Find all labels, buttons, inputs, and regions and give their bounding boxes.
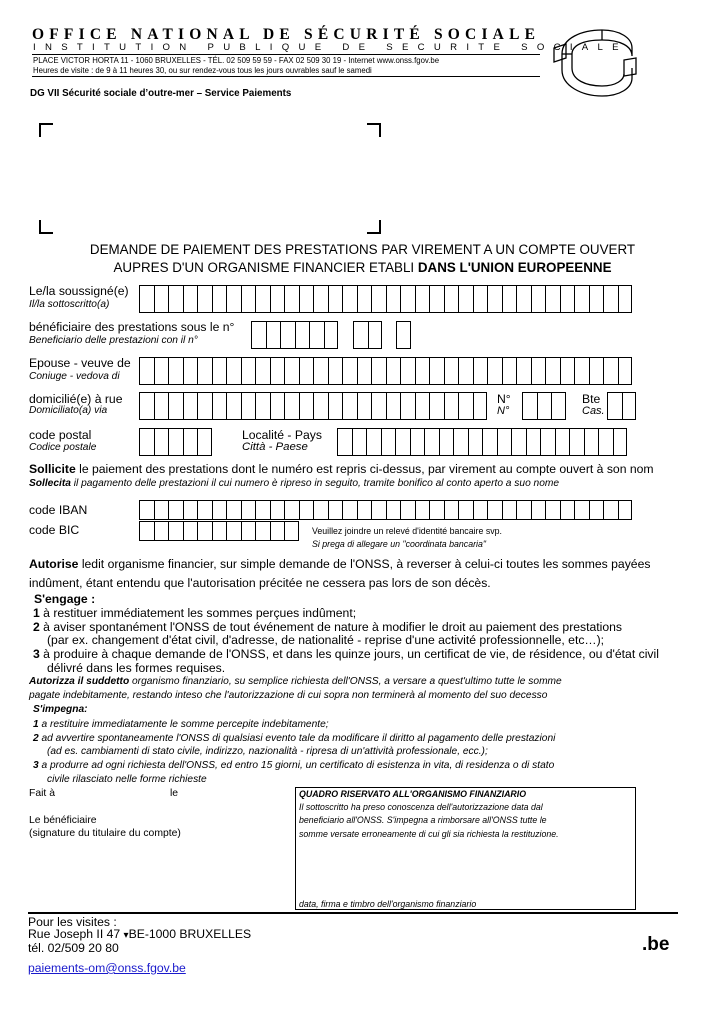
beneficiary-number-input[interactable]: [251, 321, 338, 349]
char-box[interactable]: [395, 428, 410, 456]
char-box[interactable]: [139, 392, 154, 420]
financial-box-text: somme versate erroneamente di cui gli sia richiesta la restituzione.: [299, 829, 559, 839]
form-title-line1: DEMANDE DE PAIEMENT DES PRESTATIONS PAR VIREMENT A UN COMPTE OUVERT: [89, 242, 636, 257]
char-box[interactable]: [458, 500, 473, 520]
engage-fr-item-cont: (par ex. changement d'état civil, d'adresse, de nationalité - reprise d'une activité professionnelle, etc…);: [47, 633, 605, 647]
char-box[interactable]: [226, 521, 241, 541]
char-box[interactable]: [424, 428, 439, 456]
request-it: Sollecita il pagamento delle prestazioni il cui numero è ripreso in seguito, tramite bonifico al conto aperto a suo nome: [29, 478, 560, 489]
char-box[interactable]: [618, 357, 633, 385]
char-box[interactable]: [313, 392, 328, 420]
char-box[interactable]: [410, 428, 425, 456]
char-box[interactable]: [371, 500, 386, 520]
char-box[interactable]: [502, 285, 517, 313]
header-rule: [32, 54, 540, 55]
char-box[interactable]: [328, 392, 343, 420]
char-box[interactable]: [197, 428, 212, 456]
char-box[interactable]: [270, 357, 285, 385]
footer-email-link[interactable]: paiements-om@onss.fgov.be: [28, 961, 186, 975]
char-box[interactable]: [574, 500, 589, 520]
engage-it-heading: S'impegna:: [33, 704, 88, 715]
char-box[interactable]: [255, 392, 270, 420]
char-box[interactable]: [255, 521, 270, 541]
char-box[interactable]: [183, 428, 198, 456]
char-box[interactable]: [352, 428, 367, 456]
char-box[interactable]: [357, 500, 372, 520]
holder-signature-label: (signature du titulaire du compte): [29, 828, 181, 839]
number-label-it: N°: [497, 405, 510, 417]
be-logo: .be: [642, 934, 670, 955]
address-window-corner: [39, 123, 53, 137]
char-box[interactable]: [266, 321, 281, 349]
iban-label: code IBAN: [29, 503, 88, 517]
separator-icon: ▾: [123, 930, 129, 941]
char-box[interactable]: [589, 357, 604, 385]
char-box[interactable]: [139, 428, 154, 456]
char-box[interactable]: [589, 285, 604, 313]
char-box[interactable]: [284, 500, 299, 520]
char-box[interactable]: [168, 500, 183, 520]
footer-address: Rue Joseph II 47 ▾BE-1000 BRUXELLES: [28, 927, 252, 941]
char-box[interactable]: [622, 392, 637, 420]
char-box[interactable]: [482, 428, 497, 456]
char-box[interactable]: [603, 500, 618, 520]
char-box[interactable]: [270, 285, 285, 313]
char-box[interactable]: [241, 357, 256, 385]
char-box[interactable]: [429, 500, 444, 520]
char-box[interactable]: [545, 357, 560, 385]
undersigned-label-it: Il/la sottoscritto(a): [29, 299, 110, 310]
char-box[interactable]: [603, 285, 618, 313]
financial-box-title: QUADRO RISERVATO ALL'ORGANISMO FINANZIARIO: [299, 789, 527, 799]
char-box[interactable]: [280, 321, 295, 349]
char-box[interactable]: [270, 521, 285, 541]
char-box[interactable]: [299, 500, 314, 520]
char-box[interactable]: [613, 428, 628, 456]
char-box[interactable]: [212, 285, 227, 313]
char-box[interactable]: [212, 357, 227, 385]
char-box[interactable]: [368, 321, 383, 349]
char-box[interactable]: [342, 500, 357, 520]
char-box[interactable]: [560, 285, 575, 313]
char-box[interactable]: [197, 285, 212, 313]
spouse-label-it: Coniuge - vedova di: [29, 371, 120, 382]
engage-fr-item: 3 à produire à chaque demande de l'ONSS, et dans les quinze jours, un certificat de vie, de résidence, ou d'état civil: [33, 647, 659, 661]
char-box[interactable]: [299, 357, 314, 385]
postal-code-input[interactable]: [139, 428, 212, 456]
header-rule-bottom: [32, 76, 540, 77]
char-box[interactable]: [487, 500, 502, 520]
char-box[interactable]: [371, 285, 386, 313]
done-at-label: Fait à: [29, 788, 55, 799]
char-box[interactable]: [309, 321, 324, 349]
financial-box-text: beneficiario all'ONSS. S'impegna a rimborsare all'ONSS tutte le: [299, 815, 547, 825]
char-box[interactable]: [429, 357, 444, 385]
char-box[interactable]: [400, 357, 415, 385]
char-box[interactable]: [241, 500, 256, 520]
char-box[interactable]: [168, 357, 183, 385]
char-box[interactable]: [168, 428, 183, 456]
engage-it-item-cont: (ad es. cambiamenti di stato civile, indirizzo, nazionalità - ripresa di un'attività professionale, ecc.);: [47, 746, 488, 757]
char-box[interactable]: [139, 500, 154, 520]
char-box[interactable]: [444, 500, 459, 520]
char-box[interactable]: [212, 392, 227, 420]
char-box[interactable]: [328, 357, 343, 385]
address-window-corner: [367, 123, 381, 137]
char-box[interactable]: [366, 428, 381, 456]
char-box[interactable]: [429, 285, 444, 313]
footer-phone: tél. 02/509 20 80: [28, 941, 119, 955]
domicile-label-it: Domiciliato(a) via: [29, 405, 108, 416]
bic-label: code BIC: [29, 523, 80, 537]
char-box[interactable]: [342, 285, 357, 313]
bank-note-fr: Veuillez joindre un relevé d'identité bancaire svp.: [312, 526, 502, 536]
char-box[interactable]: [400, 392, 415, 420]
char-box[interactable]: [284, 521, 299, 541]
char-box[interactable]: [299, 392, 314, 420]
char-box[interactable]: [526, 428, 541, 456]
char-box[interactable]: [197, 392, 212, 420]
header-hours: Heures de visite : de 9 à 11 heures 30, ou sur rendez-vous tous les jours ouvrables sauf le samedi: [33, 66, 372, 75]
char-box[interactable]: [255, 357, 270, 385]
char-box[interactable]: [284, 285, 299, 313]
char-box[interactable]: [197, 500, 212, 520]
char-box[interactable]: [371, 357, 386, 385]
char-box[interactable]: [400, 285, 415, 313]
char-box[interactable]: [607, 392, 622, 420]
char-box[interactable]: [618, 500, 633, 520]
engage-it-item: 2 ad avvertire spontaneamente l'ONSS di qualsiasi evento tale da modificare il diritto al pagamento delle prestazioni: [33, 733, 556, 744]
char-box[interactable]: [353, 321, 368, 349]
beneficiary-label-it: Beneficiario delle prestazioni con il n°: [29, 335, 198, 346]
box-label: Bte: [582, 392, 601, 406]
char-box[interactable]: [415, 285, 430, 313]
char-box[interactable]: [357, 357, 372, 385]
char-box[interactable]: [545, 285, 560, 313]
char-box[interactable]: [531, 357, 546, 385]
char-box[interactable]: [386, 285, 401, 313]
house-number-input[interactable]: [522, 392, 566, 420]
char-box[interactable]: [357, 285, 372, 313]
char-box[interactable]: [497, 428, 512, 456]
undersigned-input[interactable]: [139, 285, 632, 313]
char-box[interactable]: [400, 500, 415, 520]
engage-it-item-cont: civile rilasciato nelle forme richieste: [47, 774, 207, 785]
onss-logo-icon: [552, 24, 638, 100]
char-box[interactable]: [183, 500, 198, 520]
footer-visits: Pour les visites :: [28, 915, 117, 929]
char-box[interactable]: [154, 428, 169, 456]
char-box[interactable]: [197, 521, 212, 541]
char-box[interactable]: [444, 285, 459, 313]
char-box[interactable]: [183, 285, 198, 313]
char-box[interactable]: [531, 500, 546, 520]
char-box[interactable]: [357, 392, 372, 420]
header-subtitle: INSTITUTION PUBLIQUE DE SECURITE SOCIALE: [33, 42, 628, 53]
char-box[interactable]: [537, 392, 552, 420]
char-box[interactable]: [516, 500, 531, 520]
char-box[interactable]: [415, 500, 430, 520]
char-box[interactable]: [473, 500, 488, 520]
char-box[interactable]: [458, 357, 473, 385]
spouse-label: Epouse - veuve de: [29, 356, 131, 370]
financial-box-text: Il sottoscritto ha preso conoscenza dell'autorizzazione data dal: [299, 802, 543, 812]
footer-rule: [28, 912, 678, 914]
beneficiary-label: bénéficiaire des prestations sous le n°: [29, 320, 235, 334]
char-box[interactable]: [473, 392, 488, 420]
char-box[interactable]: [487, 285, 502, 313]
char-box[interactable]: [458, 392, 473, 420]
char-box[interactable]: [226, 392, 241, 420]
char-box[interactable]: [386, 500, 401, 520]
beneficiary-signature-label: Le bénéficiaire: [29, 815, 97, 826]
authorize-it-line2: pagate indebitamente, restando inteso che l'autorizzazione di cui sopra non terminerà al momento del suo decesso: [29, 690, 548, 701]
financial-box-footer: data, firma e timbro dell'organismo finanziario: [299, 899, 477, 909]
bic-input[interactable]: [139, 521, 299, 541]
char-box[interactable]: [444, 357, 459, 385]
char-box[interactable]: [212, 521, 227, 541]
postal-code-label-it: Codice postale: [29, 442, 97, 453]
char-box[interactable]: [516, 285, 531, 313]
locality-label-it: Città - Paese: [242, 441, 308, 453]
char-box[interactable]: [381, 428, 396, 456]
postal-code-label: code postal: [29, 428, 92, 442]
char-box[interactable]: [516, 357, 531, 385]
char-box[interactable]: [255, 285, 270, 313]
char-box[interactable]: [502, 500, 517, 520]
char-box[interactable]: [551, 392, 566, 420]
char-box[interactable]: [139, 357, 154, 385]
char-box[interactable]: [487, 357, 502, 385]
char-box[interactable]: [342, 392, 357, 420]
char-box[interactable]: [371, 392, 386, 420]
locality-input[interactable]: [337, 428, 627, 456]
authorize-fr-line1: Autorise ledit organisme financier, sur simple demande de l'ONSS, à reverser à celui-ci toutes les sommes payées: [29, 557, 651, 571]
char-box[interactable]: [337, 428, 352, 456]
char-box[interactable]: [574, 357, 589, 385]
char-box[interactable]: [154, 285, 169, 313]
char-box[interactable]: [241, 285, 256, 313]
char-box[interactable]: [226, 357, 241, 385]
char-box[interactable]: [324, 321, 339, 349]
char-box[interactable]: [386, 392, 401, 420]
char-box[interactable]: [154, 521, 169, 541]
char-box[interactable]: [415, 357, 430, 385]
char-box[interactable]: [295, 321, 310, 349]
char-box[interactable]: [183, 521, 198, 541]
char-box[interactable]: [241, 521, 256, 541]
engage-fr-item: 1 à restituer immédiatement les sommes perçues indûment;: [33, 606, 357, 620]
char-box[interactable]: [226, 500, 241, 520]
char-box[interactable]: [415, 392, 430, 420]
char-box[interactable]: [212, 500, 227, 520]
authorize-it-line1: Autorizza il suddetto organismo finanziario, su semplice richiesta dell'ONSS, a versare a quest'ultimo tutte le somme: [29, 676, 562, 687]
char-box[interactable]: [531, 285, 546, 313]
request-fr: Sollicite le paiement des prestations dont le numéro est repris ci-dessus, par virement au compte ouvert à son nom: [29, 462, 654, 476]
char-box[interactable]: [154, 392, 169, 420]
char-box[interactable]: [328, 500, 343, 520]
char-box[interactable]: [168, 285, 183, 313]
spouse-input[interactable]: [139, 357, 632, 385]
char-box[interactable]: [545, 500, 560, 520]
char-box[interactable]: [444, 392, 459, 420]
char-box[interactable]: [569, 428, 584, 456]
char-box[interactable]: [511, 428, 526, 456]
char-box[interactable]: [540, 428, 555, 456]
street-input[interactable]: [139, 392, 487, 420]
char-box[interactable]: [429, 392, 444, 420]
char-box[interactable]: [270, 392, 285, 420]
char-box[interactable]: [241, 392, 256, 420]
char-box[interactable]: [168, 392, 183, 420]
char-box[interactable]: [183, 357, 198, 385]
address-window-corner: [39, 220, 53, 234]
char-box[interactable]: [458, 285, 473, 313]
engage-it-item: 3 a produrre ad ogni richiesta dell'ONSS, ed entro 15 giorni, un certificato di esistenza in vita, di residenza o di stato: [33, 760, 555, 771]
char-box[interactable]: [598, 428, 613, 456]
beneficiary-number-input-3[interactable]: [396, 321, 411, 349]
char-box[interactable]: [386, 357, 401, 385]
char-box[interactable]: [226, 285, 241, 313]
char-box[interactable]: [574, 285, 589, 313]
engage-it-item: 1 a restituire immediatamente le somme percepite indebitamente;: [33, 719, 329, 730]
char-box[interactable]: [313, 285, 328, 313]
char-box[interactable]: [154, 357, 169, 385]
char-box[interactable]: [618, 285, 633, 313]
char-box[interactable]: [584, 428, 599, 456]
char-box[interactable]: [284, 357, 299, 385]
char-box[interactable]: [197, 357, 212, 385]
address-window-corner: [367, 220, 381, 234]
undersigned-label: Le/la soussigné(e): [29, 284, 129, 298]
char-box[interactable]: [522, 392, 537, 420]
header-address: PLACE VICTOR HORTA 11 - 1060 BRUXELLES - TÉL. 02 509 59 59 - FAX 02 509 30 19 - Internet www.onss.fgov.be: [33, 56, 440, 65]
char-box[interactable]: [589, 500, 604, 520]
char-box[interactable]: [284, 392, 299, 420]
char-box[interactable]: [139, 285, 154, 313]
domicile-label: domicilié(e) à rue: [29, 392, 123, 406]
char-box[interactable]: [502, 357, 517, 385]
bank-note-it: Si prega di allegare un "coordinata bancaria": [312, 539, 486, 549]
char-box[interactable]: [473, 357, 488, 385]
char-box[interactable]: [603, 357, 618, 385]
department: DG VII Sécurité sociale d’outre-mer – Service Paiements: [30, 88, 292, 99]
char-box[interactable]: [555, 428, 570, 456]
char-box[interactable]: [473, 285, 488, 313]
char-box[interactable]: [183, 392, 198, 420]
char-box[interactable]: [468, 428, 483, 456]
number-label: N°: [497, 392, 511, 406]
char-box[interactable]: [453, 428, 468, 456]
char-box[interactable]: [251, 321, 266, 349]
char-box[interactable]: [439, 428, 454, 456]
char-box[interactable]: [168, 521, 183, 541]
char-box[interactable]: [154, 500, 169, 520]
char-box[interactable]: [139, 521, 154, 541]
char-box[interactable]: [342, 357, 357, 385]
char-box[interactable]: [560, 357, 575, 385]
char-box[interactable]: [299, 285, 314, 313]
engage-fr-item-cont: délivré dans les formes requises.: [47, 661, 226, 675]
locality-label: Localité - Pays: [242, 428, 322, 442]
box-label-it: Cas.: [582, 405, 605, 417]
char-box[interactable]: [396, 321, 411, 349]
char-box[interactable]: [328, 285, 343, 313]
iban-input[interactable]: [139, 500, 632, 520]
box-number-input[interactable]: [607, 392, 636, 420]
char-box[interactable]: [313, 357, 328, 385]
char-box[interactable]: [313, 500, 328, 520]
header-title: OFFICE NATIONAL DE SÉCURITÉ SOCIALE: [32, 26, 541, 43]
date-label: le: [170, 788, 179, 799]
engage-fr-item: 2 à aviser spontanément l'ONSS de tout événement de nature à modifier le droit au paiement des prestations: [33, 620, 623, 634]
char-box[interactable]: [255, 500, 270, 520]
char-box[interactable]: [270, 500, 285, 520]
form-title-line2: AUPRES D'UN ORGANISME FINANCIER ETABLI DANS L'UNION EUROPEENNE: [113, 260, 612, 275]
beneficiary-number-input-2[interactable]: [353, 321, 382, 349]
authorize-fr-line2: indûment, étant entendu que l'autorisation précitée ne cessera pas lors de son décès.: [29, 576, 491, 590]
engage-fr-heading: S'engage :: [34, 592, 96, 606]
char-box[interactable]: [560, 500, 575, 520]
